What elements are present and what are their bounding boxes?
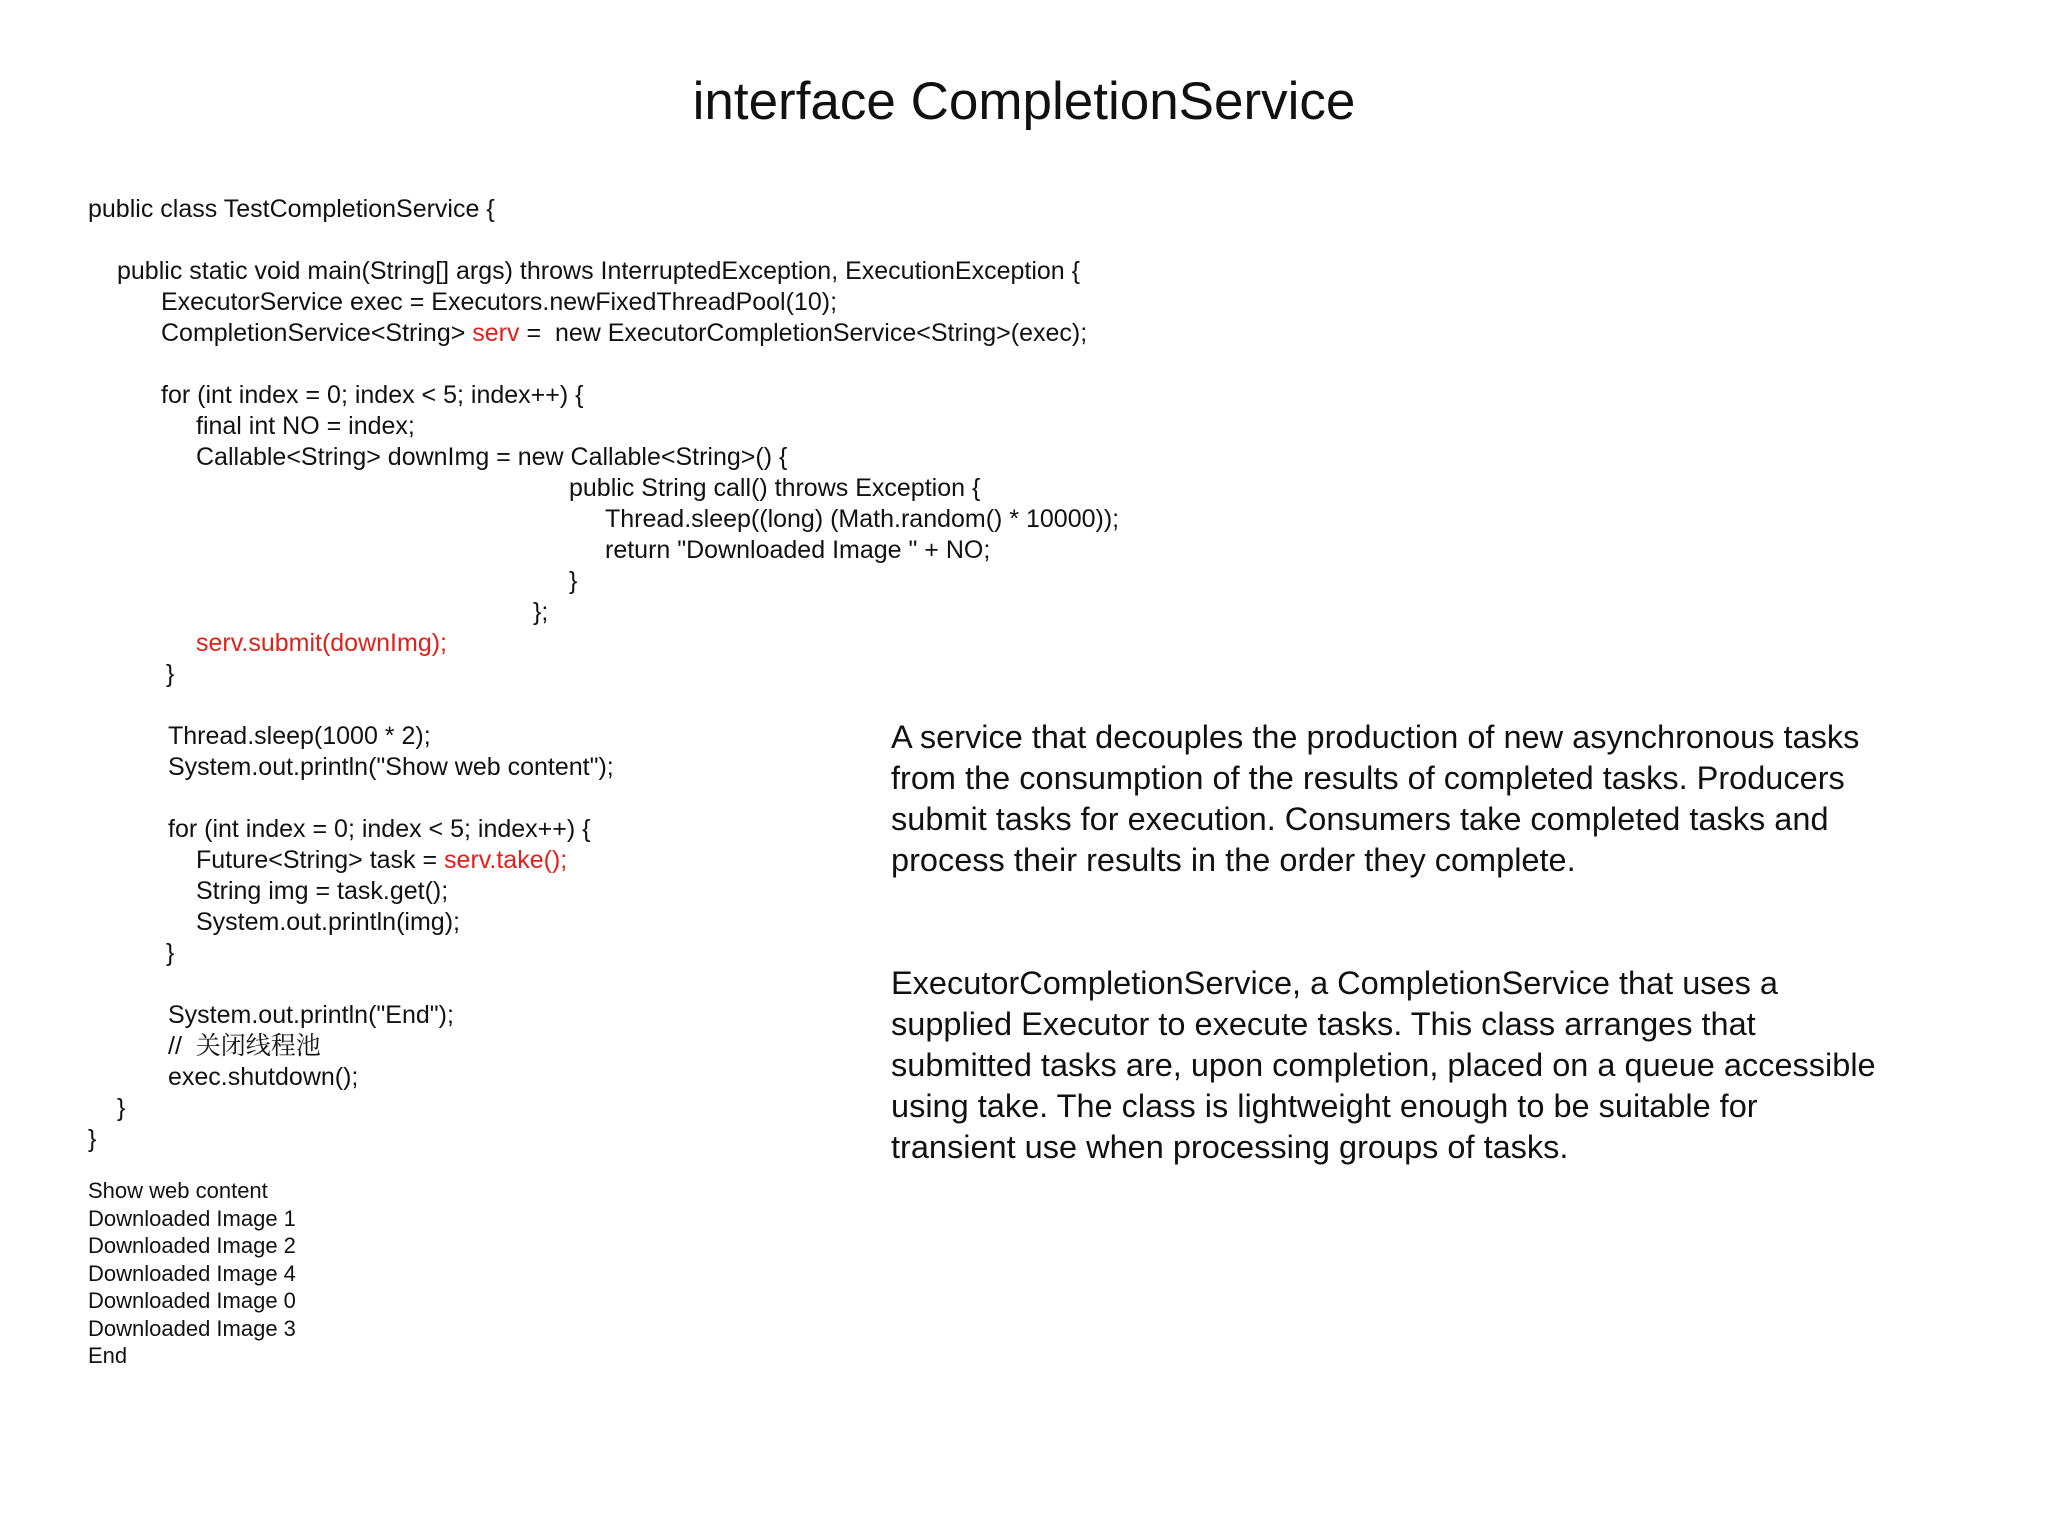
output-line: Show web content <box>88 1178 268 1203</box>
code-token: = new ExecutorCompletionService<String>(exec); <box>519 319 1088 347</box>
code-line: exec.shutdown(); <box>168 1063 359 1091</box>
code-line: public static void main(String[] args) throws InterruptedException, ExecutionException { <box>117 257 1080 285</box>
description-paragraph: ExecutorCompletionService, a CompletionService that uses a supplied Executor to execute tasks. This class arranges that submitted tasks are, upon completion, placed on a queue accessible using take. The class is lightweight enough to be suitable for transient use when processing groups of tasks. <box>891 965 1876 1165</box>
description-paragraph: A service that decouples the production of new asynchronous tasks from the consumption of the results of completed tasks. Producers submit tasks for execution. Consumers take completed tasks and process their results in the order they complete. <box>891 719 1860 878</box>
code-line: ExecutorService exec = Executors.newFixedThreadPool(10); <box>161 288 838 316</box>
code-comment: // 关闭线程池 <box>168 1032 321 1060</box>
console-output <box>88 1177 296 1370</box>
code-line: System.out.println("Show web content"); <box>168 753 614 781</box>
highlighted-code-line: serv.submit(downImg); <box>196 629 447 657</box>
code-line <box>161 318 1087 348</box>
slide-title: interface CompletionService <box>692 72 1356 131</box>
code-line: } <box>166 660 175 688</box>
code-line: public class TestCompletionService { <box>88 195 495 223</box>
code-token: Future<String> task = <box>196 846 445 874</box>
code-line: return "Downloaded Image " + NO; <box>605 536 991 564</box>
output-line: Downloaded Image 2 <box>88 1233 296 1258</box>
output-line: End <box>88 1343 128 1368</box>
output-line: Downloaded Image 4 <box>88 1260 296 1286</box>
highlighted-code-token: serv <box>472 319 520 347</box>
output-line: Downloaded Image 0 <box>88 1288 296 1313</box>
code-line <box>196 845 567 875</box>
code-line: for (int index = 0; index < 5; index++) { <box>168 815 591 843</box>
output-line: Downloaded Image 1 <box>88 1205 296 1231</box>
code-line: for (int index = 0; index < 5; index++) { <box>161 381 584 409</box>
code-line: }; <box>533 598 549 626</box>
highlighted-code-token: serv.take(); <box>444 846 568 874</box>
code-line: } <box>569 567 578 595</box>
code-line: final int NO = index; <box>196 412 415 440</box>
code-line: } <box>88 1125 97 1153</box>
code-line: Callable<String> downImg = new Callable<String>() { <box>196 443 788 471</box>
code-line: Thread.sleep(1000 * 2); <box>168 722 431 750</box>
code-line: String img = task.get(); <box>196 877 449 905</box>
code-line: System.out.println(img); <box>196 908 460 936</box>
output-line: Downloaded Image 3 <box>88 1315 296 1341</box>
code-line: public String call() throws Exception { <box>569 474 981 502</box>
code-line: } <box>166 939 175 967</box>
code-line: Thread.sleep((long) (Math.random() * 10000)); <box>605 505 1120 533</box>
code-line: } <box>117 1094 126 1122</box>
code-token: CompletionService<String> <box>161 319 473 347</box>
code-line: System.out.println("End"); <box>168 1001 454 1029</box>
